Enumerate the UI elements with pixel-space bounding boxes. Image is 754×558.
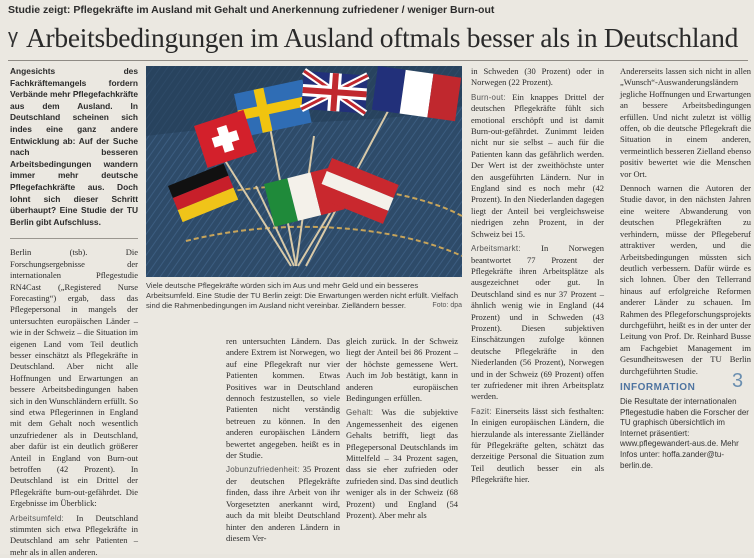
paragraph-runin: Arbeitsmarkt:: [471, 244, 521, 254]
caption-text: Viele deutsche Pflegekräfte würden sich im Aus und mehr Geld und ein besseres Arbeitsumfeld. Eine Studie der TU Berlin zeigt: Die Erwartungen werden nicht erfüllt. Vielfach sind die Rahmenbedingungen im Ausland nicht vereinbar. Zielländern besser.: [146, 281, 459, 310]
paragraph-text: Ein knappes Drittel der deutschen Pflegekräfte fühlt sich emotional erschöpft und ist damit Burn-out-gefährdet. Zunimmt leiden nicht nur sie selbst – auch für die Patienten kann das gefährlich werden. Der Wert ist der zweithöchste unter den ausgeführten Ländern. Nur in England sind es noch mehr (42 Prozent). In den Niederlanden dagegen liegt der Anteil bei vergleichsweise niedrigen zehn Prozent, in der Schweiz bei 15.: [471, 91, 605, 239]
photo-credit: Foto: dpa: [432, 302, 462, 309]
info-box: [620, 370, 750, 550]
article-lead: Angesichts des Fachkräftemangels fordern Verbände mehr Pflegefachkräfte aus dem Ausland. In Deutschland scheinen sich indes eine ganz andere Entwicklung ab: Auf der Suche nach besseren Arbeitsbedingungen wandern immer mehr deutsche Pflegefachkräfte aus. Doch lohnt sich dieser Schritt überhaupt? Eine Studie der TU Berlin gibt Aufschluss.: [10, 66, 139, 227]
body-paragraph: gleich zurück. In der Schweiz liegt der Anteil bei 86 Prozent – der höchste gemessene Wert. Auch im Job bestätigt, kann in anderen europäischen Bedingungen erfüllen.: [346, 336, 458, 404]
body-paragraph: Berlin (tsb). Die Forschungsergebnisse der internationalen Pflegestudie RN4Cast („Registered Nurse Forecasting“) ergab, dass das Pflegepersonal in mangels der untersuchten europäischen Länder – wie in der Schweiz – die Situation im eigenen Land vom Teil deutlich besser einschätzt als Pflegekräfte in Deutschland. Aber nicht alle Hoffnungen und Erwartungen an bessere Arbeitsbedingungen haben sich in den Wunschländern erfüllt. So sind etwa Pflegerinnen in England mit dem Gehalt noch wesentlich unzufriedener als in Deutschland, aber dafür ist ein deutlich größerer Anteil in England von Burn-out betroffen (42 Prozent). In Deutschland ist ein Drittel der Pflegekräfte burn-out-gefährdet. Die Ergebnisse im Überblick:: [10, 247, 138, 509]
body-paragraph: Dennoch warnen die Autoren der Studie davor, in den nächsten Jahren eine weitere Abwanderung von deutschen Pflegekräften zu verhindern, müsse der Pflegeberuf attraktiver werden, und die Arbeitsbedingungen müssten sich deutlich verbessern. Dafür würde es sich lohnen. Über den Tellerrand hinaus auf erfolgreiche Reformen anderer Länder zu schauen. Im Rahmen des Pflegeforschungsprojekts durchgeführt, heißt es in der unter der Leitung von Prof. Dr. Reinhard Busse am Fachgebiet Management im Gesundheitswesen der TU Berlin durchgeführten Studie.: [620, 183, 751, 376]
paragraph-runin: Gehalt:: [346, 408, 374, 418]
article-column-3: [346, 336, 458, 550]
paragraph-runin: Burn-out:: [471, 92, 506, 102]
article-column-4: [471, 66, 604, 550]
body-paragraph: [471, 406, 604, 486]
headline-rule: [8, 60, 748, 61]
lead-divider: [10, 238, 138, 239]
body-paragraph: [226, 464, 340, 544]
body-paragraph: [471, 243, 604, 403]
paragraph-text: Einerseits lässt sich festhalten: In einigen europäischen Ländern, die hierzulande als interessante Zielländer für Pflegekräfte gelten, schätzt das derzeitige Personal die Situation zum Teil deutlich besser ein als Pflegekräfte hier.: [471, 405, 604, 485]
article-column-2: [226, 336, 340, 550]
article-column-1: [10, 66, 139, 557]
body-paragraph: [346, 407, 458, 521]
paragraph-text: Was die subjektive Angemessenheit des eigenen Gehalts betrifft, liegt das Pflegepersonal Deutschlands im Mittelfeld – 34 Prozent sagen, dass sie eher zufrieden oder zufrieden sind. Das sind deutlich weniger als in der Schweiz (68 Prozent) und England (54 Prozent). Aber mehr als: [346, 407, 458, 521]
body-paragraph: Andererseits lassen sich nicht in allen „Wunsch“-Auswanderungsländern jegliche Hoffnungen und Erwartungen an bessere Arbeitsbedingungen erfüllen. Und nicht zuletzt ist völlig offen, ob die deutsche Pflegekraft die Situation in einem anderen, vermeintlich besseren Zielland ebenso positiv bewertet wie die Menschen vor Ort.: [620, 66, 751, 179]
paragraph-runin: Arbeitsumfeld:: [10, 513, 64, 523]
photo-caption: [146, 281, 462, 329]
article-kicker: Studie zeigt: Pflegekräfte im Ausland mit Gehalt und Anerkennung zufriedener / weniger Burn-out: [8, 4, 495, 16]
paragraph-text: 35 Prozent der deutschen Pflegekräfte finden, dass ihre Arbeit von ihr Vorgesetzten anerkannt wird, auch da mit bleibt Deutschland hinter den anderen Ländern in diesem Ver-: [226, 464, 341, 543]
body-paragraph: [10, 513, 138, 558]
paragraph-runin: Jobunzufriedenheit:: [226, 465, 300, 475]
article-headline: Arbeitsbedingungen im Ausland oftmals besser als in Deutschland: [26, 22, 739, 53]
article-column-5: [620, 66, 751, 382]
uk-flag-icon: [301, 71, 367, 113]
paragraph-text: In Deutschland stimmten sich etwa Pflegekräfte in Deutschland am sehr Patienten – mehr als in allen anderen.: [10, 512, 138, 557]
body-paragraph: ren untersuchten Ländern. Das andere Extrem ist Norwegen, wo auf eine Pflegekraft nur vier Patienten kommen. Etwas Positives war in Deutschland dennoch festzustellen, so viele Patienten nicht verständig betreuen zu können. In den anderen europäischen Ländern bewertet angegeben. heißt es in der Studie.: [226, 336, 340, 461]
paragraph-runin: Fazit:: [471, 406, 492, 416]
article-photo: [146, 66, 462, 277]
body-paragraph: [471, 92, 604, 240]
body-paragraph: in Schweden (30 Prozent) oder in Norwegen (22 Prozent).: [471, 66, 604, 88]
info-box-text: Die Resultate der internationalen Pflegestudie haben die Forscher der TU graphisch übersichtlich im Internet präsentiert: www.pflegewandert-aus.de. Mehr Infos unter: hoffa.zander@tu-berlin.de.: [620, 397, 749, 470]
info-box-number: 3: [732, 370, 744, 392]
paragraph-text: In Norwegen beantwortet 77 Prozent der Pflegekräfte ihren Arbeitsplätze als ausgezeichnet oder gut. In Deutschland sind es nur 37 Prozent – ähnlich wenig wie in England (44 Prozent) und in Schweden (43 Prozent). Diesen subjektiven Einschätzungen zufolge können deutsche Pflegekräfte in den Niederlanden (56 Prozent), Norwegen und in der Schweiz (69 Prozent) offen ter zufriedener mit ihren Arbeitsplatz werden.: [471, 243, 604, 402]
section-mark-icon: γ: [8, 26, 18, 48]
info-box-title: INFORMATION: [620, 382, 696, 393]
flags-on-jeans-image: [146, 66, 462, 277]
